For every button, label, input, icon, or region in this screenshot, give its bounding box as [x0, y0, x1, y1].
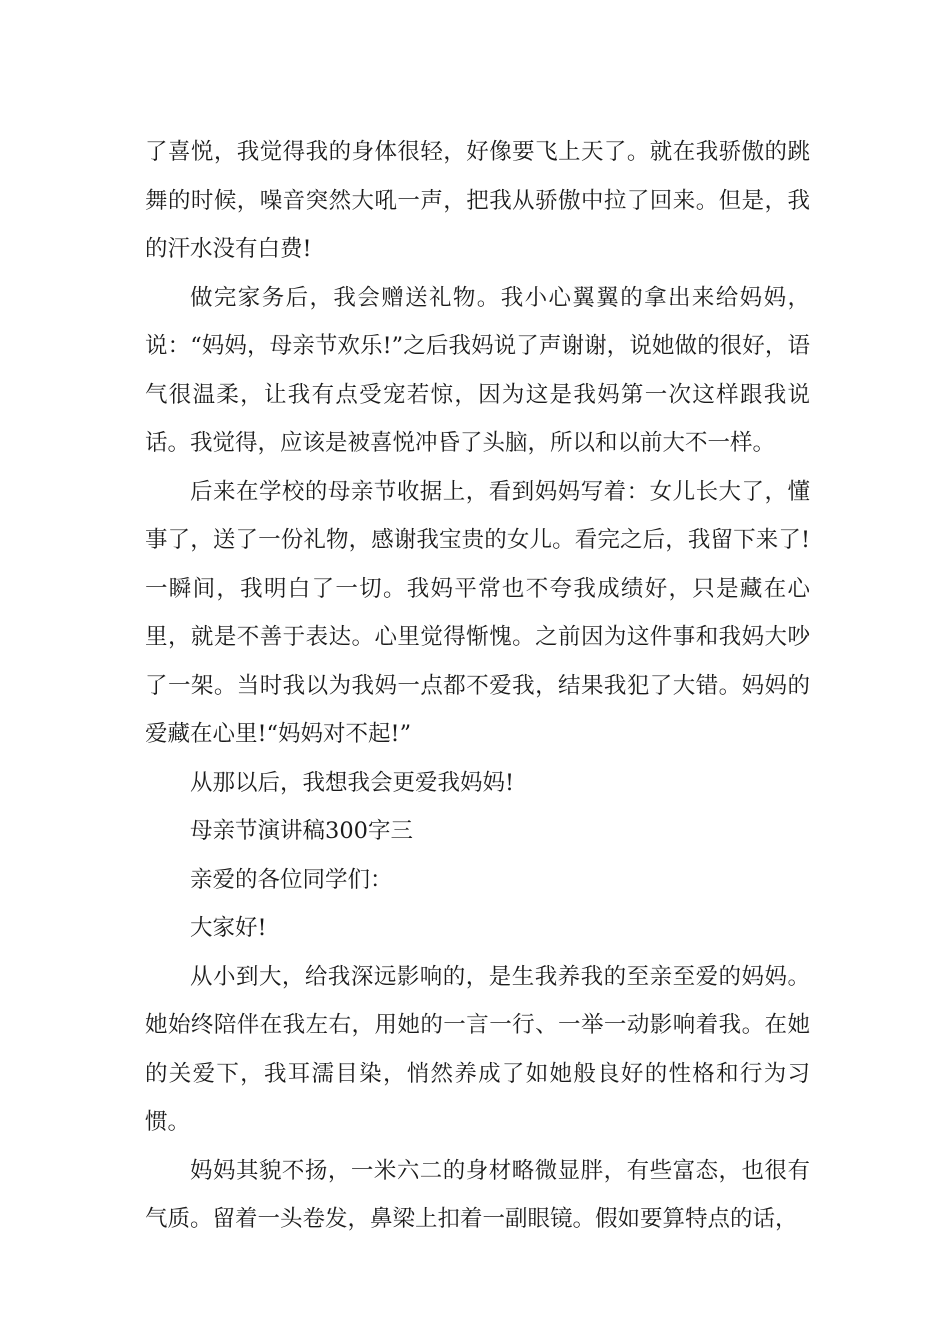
paragraph-continued: 了喜悦，我觉得我的身体很轻，好像要飞上天了。就在我骄傲的跳舞的时候，噪音突然大吼一声，把我从骄傲中拉了回来。但是，我的汗水没有白费! — [145, 139, 810, 262]
paragraph-conclusion: 从那以后，我想我会更爱我妈妈! — [190, 769, 515, 796]
greeting: 大家好! — [190, 915, 267, 941]
paragraph-influence: 从小到大，给我深远影响的，是生我养我的至亲至爱的妈妈。她始终陪伴在我左右，用她的一言一行、一举一动影响着我。在她的关爱下，我耳濡目染，悄然养成了如她般良好的性格和行为习惯。 — [145, 963, 810, 1135]
paragraph-receipt: 后来在学校的母亲节收据上，看到妈妈写着：女儿长大了，懂事了，送了一份礼物，感谢我宝贵的女儿。看完之后，我留下来了!一瞬间，我明白了一切。我妈平常也不夸我成绩好，只是藏在心里，就是不善于表达。心里觉得惭愧。之前因为这件事和我妈大吵了一架。当时我以为我妈一点都不爱我，结果我犯了大错。妈妈的爱藏在心里!“妈妈对不起!” — [145, 478, 810, 747]
document-body — [145, 128, 810, 1244]
salutation: 亲爱的各位同学们： — [190, 866, 393, 893]
paragraph-appearance: 妈妈其貌不扬，一米六二的身材略微显胖，有些富态，也很有气质。留着一头卷发，鼻梁上扣着一副眼镜。假如要算特点的话， — [145, 1157, 810, 1232]
paragraph-gift: 做完家务后，我会赠送礼物。我小心翼翼的拿出来给妈妈，说：“妈妈，母亲节欢乐!”之后我妈说了声谢谢，说她做的很好，语气很温柔，让我有点受宠若惊，因为这是我妈第一次这样跟我说话。我觉得，应该是被喜悦冲昏了头脑，所以和以前大不一样。 — [145, 284, 810, 456]
section-heading: 母亲节演讲稿300字三 — [190, 818, 413, 844]
